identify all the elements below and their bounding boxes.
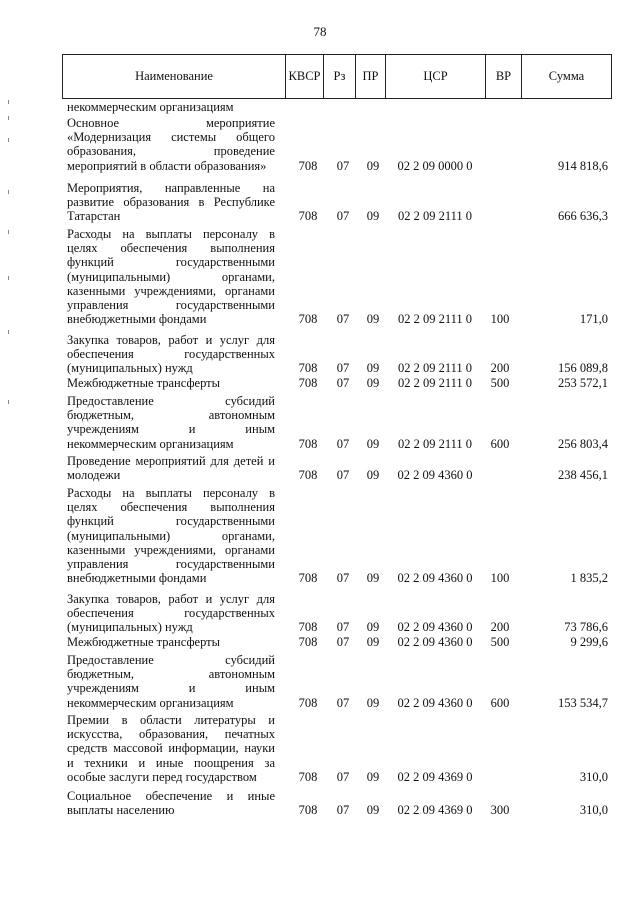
row-name-line: функций государственными — [67, 255, 275, 270]
cell-kvsr: 708 — [298, 376, 318, 390]
cell-rz: 07 — [336, 209, 350, 224]
row-name-line: целях обеспечения выполнения — [67, 241, 275, 256]
cell-kvsr: 708 — [298, 209, 318, 224]
cell-rz: 07 — [336, 312, 350, 327]
row-name-line: Расходы на выплаты персоналу в — [67, 227, 275, 241]
cell-pr: 09 — [366, 803, 380, 818]
cell-sum: 73 786,6 — [564, 620, 608, 635]
row-name-line: (муниципальными) органами, — [67, 269, 275, 284]
cell-sum: 310,0 — [579, 769, 608, 784]
header-kvsr: КВСР — [285, 55, 323, 98]
row-name-line: Премии в области литературы и — [67, 713, 275, 727]
row-name-line: бюджетным, автономным — [67, 408, 275, 423]
row-name-line: особые заслуги перед государством — [67, 769, 257, 784]
cell-pr: 09 — [366, 635, 380, 649]
cell-sum: 256 803,4 — [558, 436, 608, 451]
cell-kvsr: 708 — [298, 769, 318, 784]
cell-csr: 02 2 09 4360 0 — [397, 620, 473, 635]
cell-pr: 09 — [366, 376, 380, 390]
row-name — [67, 454, 275, 482]
cell-csr: 02 2 09 4360 0 — [397, 571, 473, 586]
row-name-line: управления государственными — [67, 298, 275, 313]
row-name-line: казенными учреждениями, органами — [67, 542, 275, 557]
cell-vr: 100 — [490, 312, 510, 327]
header-csr: ЦСР — [385, 55, 485, 98]
row-name — [67, 333, 275, 376]
page-number: 78 — [313, 24, 327, 39]
row-name-line: искусства, образования, печатных — [67, 727, 275, 742]
cell-vr: 500 — [490, 376, 510, 390]
cell-pr: 09 — [366, 436, 380, 451]
row-name — [67, 653, 275, 710]
header-sum: Сумма — [521, 55, 611, 98]
row-name-line: некоммерческим организациям — [67, 100, 234, 114]
cell-pr: 09 — [366, 769, 380, 784]
row-name-line: Предоставление субсидий — [67, 394, 275, 408]
row-name-line: мероприятий в области образования» — [67, 158, 267, 173]
row-name-line: и техники и иные поощрения за — [67, 755, 275, 770]
cell-pr: 09 — [366, 361, 380, 376]
cell-sum: 666 636,3 — [558, 209, 608, 224]
row-name-line: молодежи — [67, 468, 121, 483]
cell-vr: 200 — [490, 620, 510, 635]
row-name-line: Мероприятия, направленные на — [67, 181, 275, 195]
row-name-line: управления государственными — [67, 557, 275, 572]
header-name: Наименование — [135, 69, 213, 83]
row-name — [67, 116, 275, 173]
cell-rz: 07 — [336, 571, 350, 586]
cell-sum: 253 572,1 — [558, 376, 608, 390]
row-name-line: Татарстан — [67, 209, 121, 224]
cell-csr: 02 2 09 2111 0 — [397, 209, 473, 224]
row-name-line: Закупка товаров, работ и услуг для — [67, 592, 275, 606]
cell-rz: 07 — [336, 620, 350, 635]
cell-csr: 02 2 09 4369 0 — [397, 803, 473, 818]
row-name-line: Основное мероприятие — [67, 116, 275, 130]
cell-sum: 914 818,6 — [558, 158, 608, 173]
row-name-line: (муниципальных) нужд — [67, 620, 193, 635]
cell-sum: 171,0 — [579, 312, 608, 327]
cell-sum: 1 835,2 — [570, 571, 608, 586]
row-name — [67, 100, 275, 114]
cell-rz: 07 — [336, 376, 350, 390]
cell-csr: 02 2 09 2111 0 — [397, 376, 473, 390]
cell-rz: 07 — [336, 468, 350, 483]
row-name-line: Межбюджетные трансферты — [67, 376, 221, 390]
header-vr: ВР — [485, 55, 521, 98]
cell-rz: 07 — [336, 436, 350, 451]
cell-kvsr: 708 — [298, 695, 318, 710]
table-header — [62, 54, 612, 99]
header-pr: ПР — [355, 55, 385, 98]
cell-vr: 300 — [490, 803, 510, 818]
row-name — [67, 227, 275, 326]
cell-pr: 09 — [366, 158, 380, 173]
row-name-line: Межбюджетные трансферты — [67, 635, 221, 649]
row-name-line: внебюджетными фондами — [67, 312, 207, 327]
cell-vr: 600 — [490, 436, 510, 451]
row-name-line: функций государственными — [67, 514, 275, 529]
cell-csr: 02 2 09 2111 0 — [397, 361, 473, 376]
row-name-line: учреждениям и иным — [67, 681, 275, 696]
cell-kvsr: 708 — [298, 436, 318, 451]
row-name-line: Предоставление субсидий — [67, 653, 275, 667]
cell-kvsr: 708 — [298, 468, 318, 483]
row-name-line: образования, проведение — [67, 144, 275, 159]
cell-pr: 09 — [366, 695, 380, 710]
cell-vr: 200 — [490, 361, 510, 376]
cell-pr: 09 — [366, 620, 380, 635]
row-name-line: некоммерческим организациям — [67, 695, 234, 710]
row-name-line: Социальное обеспечение и иные — [67, 789, 275, 803]
cell-pr: 09 — [366, 312, 380, 327]
row-name-line: Проведение мероприятий для детей и — [67, 454, 275, 468]
row-name-line: (муниципальных) нужд — [67, 361, 193, 376]
cell-csr: 02 2 09 4360 0 — [397, 695, 473, 710]
row-name — [67, 486, 275, 585]
cell-kvsr: 708 — [298, 312, 318, 327]
cell-sum: 156 089,8 — [558, 361, 608, 376]
cell-pr: 09 — [366, 209, 380, 224]
cell-pr: 09 — [366, 571, 380, 586]
row-name — [67, 376, 275, 390]
cell-csr: 02 2 09 4360 0 — [397, 468, 473, 483]
cell-sum: 9 299,6 — [570, 635, 608, 649]
row-name-line: Закупка товаров, работ и услуг для — [67, 333, 275, 347]
cell-kvsr: 708 — [298, 571, 318, 586]
cell-sum: 153 534,7 — [558, 695, 608, 710]
cell-kvsr: 708 — [298, 158, 318, 173]
scan-margin-marks — [8, 100, 11, 420]
row-name — [67, 713, 275, 784]
row-name-line: Расходы на выплаты персоналу в — [67, 486, 275, 500]
row-name-line: «Модернизация системы общего — [67, 130, 275, 145]
cell-rz: 07 — [336, 769, 350, 784]
row-name — [67, 635, 275, 649]
row-name-line: внебюджетными фондами — [67, 571, 207, 586]
row-name-line: обеспечения государственных — [67, 606, 275, 621]
row-name-line: развитие образования в Республике — [67, 195, 275, 210]
cell-pr: 09 — [366, 468, 380, 483]
row-name-line: бюджетным, автономным — [67, 667, 275, 682]
cell-csr: 02 2 09 4360 0 — [397, 635, 473, 649]
cell-rz: 07 — [336, 361, 350, 376]
row-name-line: целях обеспечения выполнения — [67, 500, 275, 515]
cell-kvsr: 708 — [298, 361, 318, 376]
cell-csr: 02 2 09 2111 0 — [397, 312, 473, 327]
row-name — [67, 394, 275, 451]
row-name — [67, 592, 275, 635]
cell-vr: 600 — [490, 695, 510, 710]
row-name-line: выплаты населению — [67, 803, 175, 818]
cell-rz: 07 — [336, 635, 350, 649]
cell-csr: 02 2 09 2111 0 — [397, 436, 473, 451]
row-name — [67, 789, 275, 817]
cell-kvsr: 708 — [298, 803, 318, 818]
cell-rz: 07 — [336, 158, 350, 173]
row-name-line: казенными учреждениями, органами — [67, 283, 275, 298]
cell-kvsr: 708 — [298, 620, 318, 635]
row-name-line: средств массовой информации, науки — [67, 741, 275, 756]
row-name — [67, 181, 275, 224]
cell-kvsr: 708 — [298, 635, 318, 649]
cell-sum: 310,0 — [579, 803, 608, 818]
cell-vr: 100 — [490, 571, 510, 586]
row-name-line: (муниципальными) органами, — [67, 528, 275, 543]
cell-rz: 07 — [336, 803, 350, 818]
cell-vr: 500 — [490, 635, 510, 649]
cell-csr: 02 2 09 0000 0 — [397, 158, 473, 173]
cell-sum: 238 456,1 — [558, 468, 608, 483]
header-rz: Рз — [323, 55, 355, 98]
row-name-line: обеспечения государственных — [67, 347, 275, 362]
cell-rz: 07 — [336, 695, 350, 710]
row-name-line: некоммерческим организациям — [67, 436, 234, 451]
cell-csr: 02 2 09 4369 0 — [397, 769, 473, 784]
row-name-line: учреждениям и иным — [67, 422, 275, 437]
